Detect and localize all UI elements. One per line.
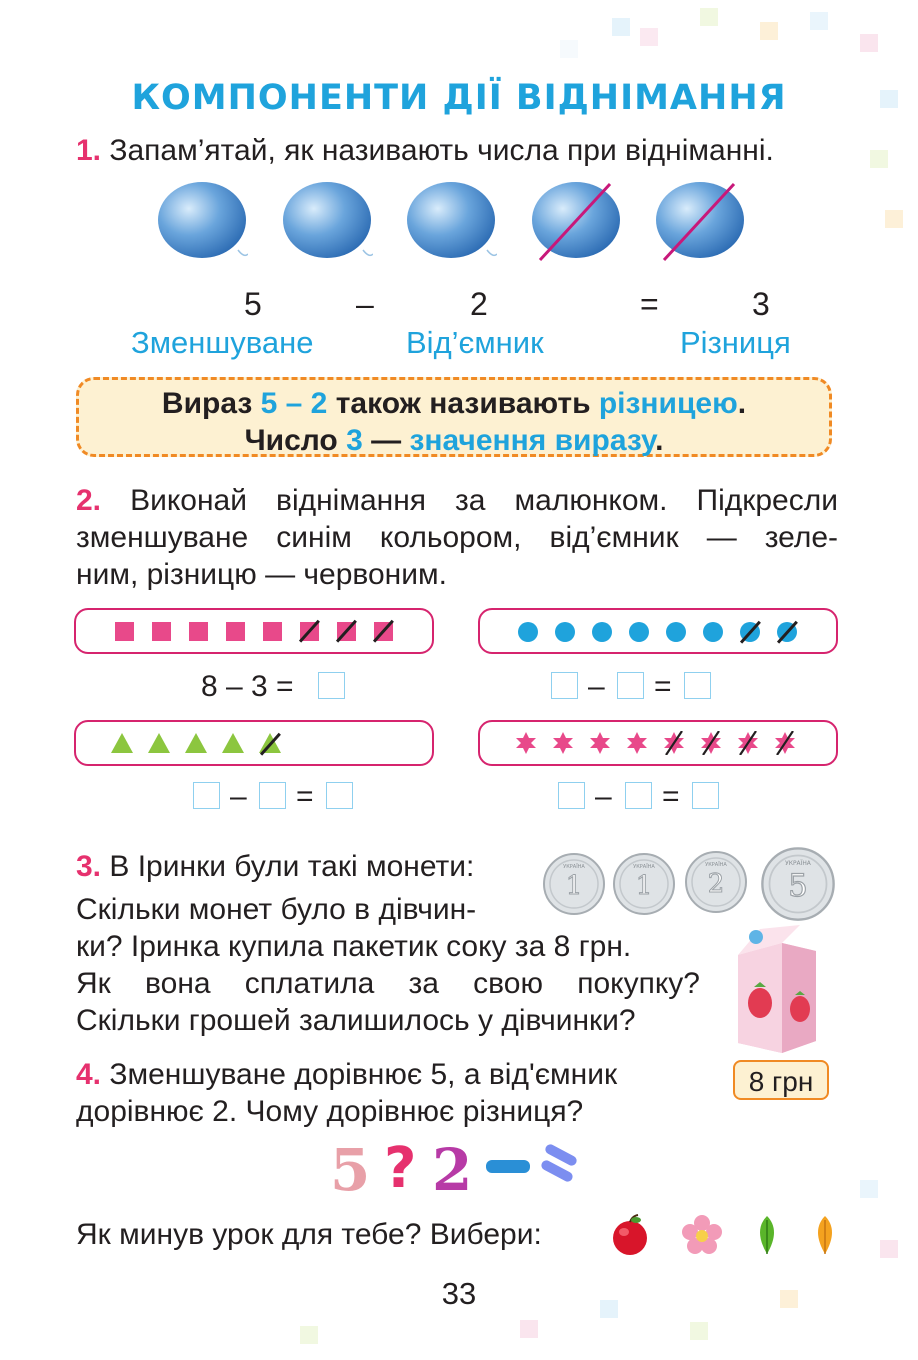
- circle-shape: [555, 622, 575, 642]
- term-minuend: Зменшуване: [131, 325, 314, 360]
- task3-line3: ки? Іринка купила пакетик соку за 8 грн.: [76, 930, 632, 963]
- difference-value: 3: [752, 286, 770, 322]
- reflection-prompt: Як минув урок для тебе? Вибери:: [76, 1218, 542, 1251]
- balloon-two-icon: 2: [432, 1136, 473, 1204]
- task1-prompt: [76, 132, 774, 169]
- equals-sign: =: [654, 670, 672, 703]
- crossed-star-shape: [773, 731, 797, 755]
- circle-shape: [666, 622, 686, 642]
- triangle-shape: [222, 733, 244, 753]
- answer-box[interactable]: [684, 672, 711, 699]
- task3-line1: 3. В Іринки були такі монети:: [76, 850, 475, 883]
- coin-icon: [684, 850, 748, 914]
- answer-box[interactable]: [558, 782, 585, 809]
- term-subtrahend: Від’ємник: [406, 325, 544, 360]
- star-shape: [588, 731, 612, 755]
- equals-sign: =: [296, 780, 314, 813]
- svg-text:2: 2: [707, 869, 725, 899]
- star-shape: [625, 731, 649, 755]
- crossed-square-shape: [374, 622, 393, 641]
- square-shape: [189, 622, 208, 641]
- answer-box[interactable]: [692, 782, 719, 809]
- task1-text: Запам’ятай, як називають числа при відніманні.: [109, 134, 774, 167]
- equation-1-text: 8 – 3 =: [201, 670, 294, 703]
- price-tag: 8 грн: [733, 1060, 829, 1100]
- crossed-balloon-icon: [530, 180, 622, 272]
- crossed-square-shape: [300, 622, 319, 641]
- circle-shape: [629, 622, 649, 642]
- task2-number: 2.: [76, 484, 102, 517]
- triangles-panel: [74, 720, 434, 766]
- page-title: КОМПОНЕНТИ ДІЇ ВІДНІМАННЯ: [131, 78, 787, 118]
- orange-leaf-icon[interactable]: [810, 1214, 840, 1256]
- square-shape: [226, 622, 245, 641]
- balloon-question-icon: ?: [384, 1136, 417, 1201]
- task3-line2: Скільки монет було в дівчин-: [76, 893, 477, 926]
- svg-text:УКРАЇНА: УКРАЇНА: [633, 864, 655, 870]
- crossed-circle-shape: [740, 622, 760, 642]
- answer-box[interactable]: [259, 782, 286, 809]
- answer-box[interactable]: [617, 672, 644, 699]
- square-shape: [115, 622, 134, 641]
- answer-box[interactable]: [318, 672, 345, 699]
- star-shape: [514, 731, 538, 755]
- equals-sign: =: [662, 780, 680, 813]
- svg-text:5: 5: [788, 867, 808, 904]
- coin-icon: [612, 852, 676, 916]
- svg-text:1: 1: [565, 871, 583, 901]
- balloon-icon: [405, 180, 497, 272]
- coin-icon: [542, 852, 606, 916]
- svg-text:УКРАЇНА: УКРАЇНА: [705, 862, 727, 868]
- stars-panel: [478, 720, 838, 766]
- squares-panel: [74, 608, 434, 654]
- crossed-circle-shape: [777, 622, 797, 642]
- task3-number: 3.: [76, 850, 102, 883]
- square-shape: [152, 622, 171, 641]
- task4-line1: 4. Зменшуване дорівнює 5, а від'ємник: [76, 1058, 618, 1091]
- task3-line4: Як вона сплатила за свою покупку?: [76, 967, 700, 1000]
- answer-box[interactable]: [625, 782, 652, 809]
- minuend-value: 5: [244, 286, 262, 322]
- circles-panel: [478, 608, 838, 654]
- flower-icon[interactable]: [681, 1214, 723, 1256]
- crossed-star-shape: [736, 731, 760, 755]
- crossed-balloon-icon: [654, 180, 746, 272]
- balloon-icon: [156, 180, 248, 272]
- svg-text:УКРАЇНА: УКРАЇНА: [563, 864, 585, 870]
- juice-box-icon: [720, 925, 830, 1055]
- triangle-shape: [185, 733, 207, 753]
- term-difference: Різниця: [680, 325, 791, 360]
- svg-text:УКРАЇНА: УКРАЇНА: [785, 860, 811, 867]
- svg-text:1: 1: [635, 871, 653, 901]
- crossed-triangle-shape: [259, 733, 281, 753]
- star-shape: [551, 731, 575, 755]
- rule-note-box: [76, 377, 832, 457]
- coin-icon: [760, 846, 836, 922]
- minus-sign: –: [356, 286, 374, 322]
- green-leaf-icon[interactable]: [752, 1214, 782, 1256]
- square-shape: [263, 622, 282, 641]
- triangle-shape: [148, 733, 170, 753]
- task2-prompt: 2. Виконай віднімання за малюнком. Підкресли зменшуване синім кольором, від’ємник — зеле- ним, різницю — червоним.: [76, 484, 838, 591]
- task1-number: 1.: [76, 134, 102, 167]
- subtrahend-value: 2: [470, 286, 488, 322]
- task3-line5: Скільки грошей залишилось у дівчинки?: [76, 1004, 636, 1037]
- crossed-star-shape: [699, 731, 723, 755]
- apple-icon[interactable]: [610, 1214, 650, 1256]
- answer-box[interactable]: [551, 672, 578, 699]
- answer-box[interactable]: [326, 782, 353, 809]
- crossed-star-shape: [662, 731, 686, 755]
- task4-number: 4.: [76, 1058, 102, 1091]
- task4-line2: дорівнює 2. Чому дорівнює різниця?: [76, 1095, 584, 1128]
- page-number: 33: [441, 1276, 477, 1311]
- balloon-minus-icon: [486, 1160, 530, 1173]
- minus-sign: –: [230, 780, 247, 813]
- minus-sign: –: [595, 780, 612, 813]
- rule-line-1: Вираз 5 – 2 також називають різницею.: [161, 387, 747, 420]
- triangle-shape: [111, 733, 133, 753]
- answer-box[interactable]: [193, 782, 220, 809]
- equals-sign: =: [640, 286, 659, 322]
- balloon-icon: [281, 180, 373, 272]
- circle-shape: [703, 622, 723, 642]
- circle-shape: [518, 622, 538, 642]
- circle-shape: [592, 622, 612, 642]
- balloon-five-icon: 5: [330, 1136, 371, 1204]
- rule-line-2: Число 3 — значення виразу.: [244, 424, 664, 457]
- crossed-square-shape: [337, 622, 356, 641]
- minus-sign: –: [588, 670, 605, 703]
